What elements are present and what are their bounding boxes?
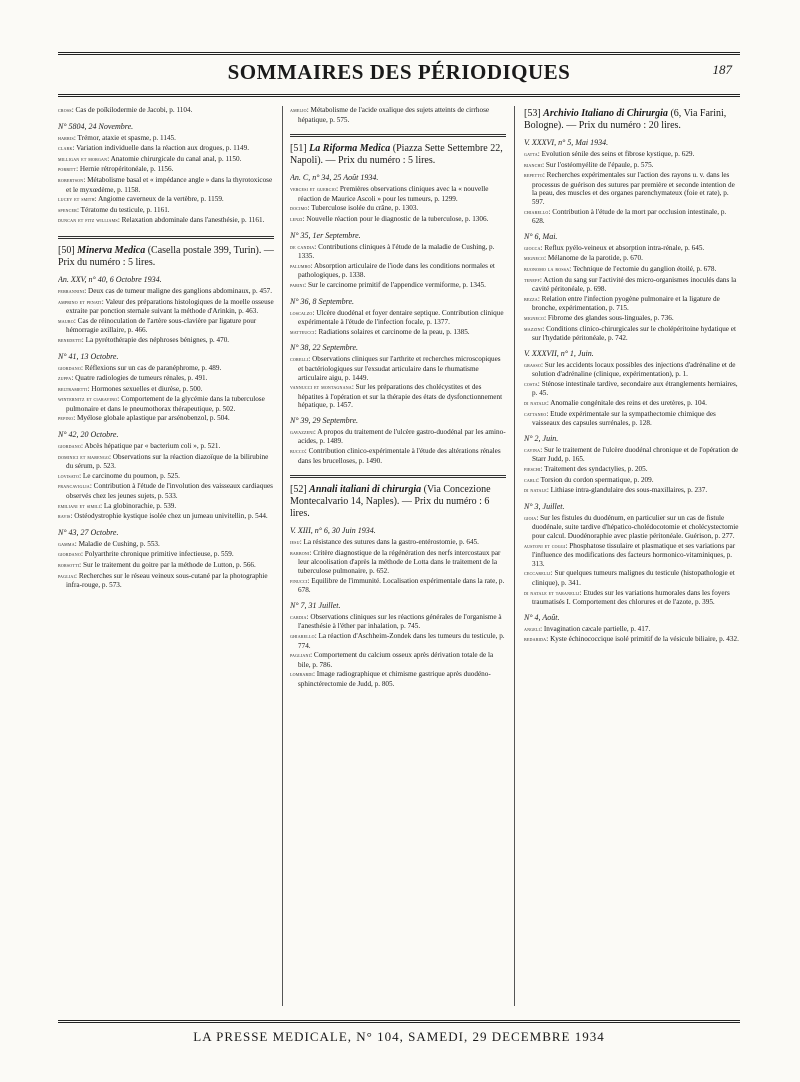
article-entry: [524, 465, 740, 475]
article-entry: [58, 374, 274, 384]
journal-number: [51]: [290, 143, 307, 155]
article-author: mazzini: [524, 325, 543, 333]
article-text: : Cas de réinoculation de l'artère sous-clavière par ligature pour hémorragie axillaire, p. 466.: [66, 316, 257, 335]
footer-text: LA PRESSE MEDICALE, N° 104, SAMEDI, 29 DECEMBRE 1934: [193, 1029, 605, 1044]
article-text: : Myélose globale aplastique par arsénobenzol, p. 504.: [73, 414, 230, 423]
article-text: : Invagination cæcale partielle, p. 417.: [540, 624, 651, 633]
article-text: : Valeur des préparations histologiques de la moelle osseuse extraite par ponction sternale suivant la méthode d'Arinkin, p. 463.: [66, 297, 274, 316]
article-entry: [58, 287, 274, 297]
article-entry: [58, 540, 274, 550]
article-text: : Abcès hépatique par « bacterium coli », p. 521.: [80, 442, 221, 451]
article-text: : Torsion du cordon spermatique, p. 209.: [537, 475, 654, 484]
issue-heading: N° 7, 31 Juillet.: [290, 600, 341, 610]
article-entry: [524, 446, 740, 464]
article-author: lovisato: [58, 472, 80, 480]
article-author: de candia: [290, 243, 315, 251]
article-text: : Maladie de Cushing, p. 553.: [74, 539, 160, 548]
journal-heading: [524, 108, 740, 132]
article-author: ferrannini: [58, 287, 85, 295]
issue-heading: An. XXV, n° 40, 6 Octobre 1934.: [58, 274, 162, 284]
article-entry: [58, 414, 274, 424]
article-author: bianchi: [524, 161, 543, 169]
article-text: : Nouvelle réaction pour le diagnostic de la tuberculose, p. 1306.: [302, 214, 489, 223]
article-text: : Image radiographique et chimisme gastrique après duodéno-sphinctérectomie de Judd, p. 805.: [298, 670, 491, 688]
article-author: spencer: [58, 206, 77, 214]
journal-number: [50]: [58, 244, 75, 256]
article-author: milligan et morgan: [58, 155, 108, 163]
article-text: : Absorption articulaire de l'iode dans les conditions normales et pathologiques, p. 1338.: [298, 261, 495, 280]
article-author: loscalzo: [290, 309, 313, 317]
article-author: zuppa: [58, 375, 72, 383]
article-author: bedarida: [524, 636, 547, 644]
article-entry: [290, 549, 506, 576]
article-author: giordano: [58, 551, 81, 559]
article-author: di natale et taranelli: [524, 589, 580, 597]
article-author: vercesi et guercio: [290, 186, 337, 194]
section-rule: [290, 475, 506, 478]
article-author: ghiarello: [290, 633, 315, 640]
article-entry: [58, 482, 274, 500]
article-text: : Sur l'ostéomyélite de l'épaule, p. 575.: [542, 160, 654, 169]
journal-name: La Riforma Medica: [309, 143, 391, 155]
article-author: mauro: [58, 317, 74, 325]
article-text: : Le carcinome du poumon, p. 525.: [79, 471, 180, 480]
article-author: austoni et coggi: [524, 542, 566, 550]
journal-name: Annali italiani di chirurgia: [309, 484, 422, 496]
article-author: pepino: [58, 415, 74, 423]
article-entry: [58, 502, 274, 512]
article-author: giocca: [524, 244, 541, 252]
article-author: benedetti: [58, 336, 82, 344]
article-author: ravis: [58, 513, 71, 521]
article-author: costa: [524, 380, 538, 388]
issue-heading: N° 35, 1er Septembre.: [290, 230, 361, 240]
page-number: 187: [712, 62, 732, 77]
article-text: : Phosphatose tissulaire et plasmatique et ses variations par l'influence des modifications des facteurs hormonico-vitaminiques, p. 313.: [532, 541, 736, 568]
article-author: pagliani: [290, 652, 311, 660]
article-author: emiliani et simili: [58, 502, 101, 510]
article-text: : Relation entre l'infection pyogène pulmonaire et la ligature de bronche, expérimentation, p. 715.: [532, 294, 720, 313]
article-text: : A propos du traitement de l'ulcère gastro-duodénal par les amino-acides, p. 1489.: [298, 427, 506, 446]
article-author: barboni: [290, 549, 310, 557]
page-header: [58, 60, 740, 92]
article-text: : Anatomie chirurgicale du canal anal, p. 1150.: [107, 154, 242, 163]
article-text: : Polyarthrite chronique primitive infectieuse, p. 559.: [80, 550, 234, 559]
article-entry: [290, 651, 506, 669]
article-entry: [524, 514, 740, 541]
article-text: : Kyste échinococcique isolé primitif de la vésicule biliaire, p. 432.: [546, 635, 739, 644]
article-entry: [58, 176, 274, 194]
section-rule: [58, 236, 274, 239]
article-author: iesu: [290, 539, 300, 547]
article-entry: [58, 165, 274, 175]
article-entry: [290, 577, 506, 595]
article-entry: [524, 314, 740, 324]
journal-heading: [290, 143, 506, 167]
article-entry: [524, 542, 740, 569]
article-author: cattaneo: [524, 410, 547, 418]
article-author: gioia: [524, 514, 537, 522]
article-entry: [524, 410, 740, 428]
article-text: : Quatre radiologies de tumeurs rénales, p. 491.: [71, 374, 208, 383]
article-entry: [58, 453, 274, 471]
article-author: pagliai: [58, 572, 76, 580]
article-text: : Variation individuelle dans la réaction aux drogues, p. 1149.: [72, 144, 250, 153]
article-text: : Réflexions sur un cas de paranéphrome, p. 489.: [80, 363, 222, 372]
article-author: gatta: [524, 151, 538, 158]
article-author: harris: [58, 134, 74, 142]
article-text: : Recherches sur le réseau veineux sous-cutané par la photographie infra-rouge, p. 573.: [66, 571, 268, 590]
issue-heading: N° 41, 13 Octobre.: [58, 351, 119, 361]
issue-heading: V. XIII, n° 6, 30 Juin 1934.: [290, 526, 376, 536]
article-text: : Tératome du testicule, p. 1161.: [76, 205, 170, 214]
article-text: : Traitement des syndactylies, p. 205.: [540, 465, 648, 474]
article-author: chiarello: [524, 208, 549, 216]
column-divider: [514, 106, 515, 1006]
journal-address: (Via Concezione Montecalvario 14, Naples). — Prix du numéro : 6 lires.: [290, 484, 491, 520]
article-author: francaviglia: [58, 483, 90, 491]
article-author: cavina: [524, 446, 541, 454]
article-entry: [58, 134, 274, 144]
article-author: palumbo: [290, 262, 311, 270]
article-author: corelli: [290, 356, 309, 364]
article-author: di natale: [524, 400, 547, 408]
article-entry: [524, 276, 740, 294]
article-text: : Contribution clinico-expérimentale à l'étude des altérations rénales dans les brucelloses, p. 1490.: [298, 447, 501, 465]
columns: [58, 106, 740, 1006]
article-text: : Recherches expérimentales sur l'action des rayons u. v. dans les processus de guérison des sutures par première et seconde intention de la peau, des muscles et des organes parenchymateux (foie et rate), p. 597.: [532, 171, 735, 206]
article-author: robertson: [58, 176, 84, 184]
article-text: : Observations cliniques sur les réactions générales de l'organisme à l'anesthésie à l'éther par inhalation, p. 745.: [298, 612, 502, 631]
article-author: grasso: [524, 361, 541, 369]
article-text: : Etudes sur les variations humorales dans les foyers traumatisés I. Comportement des chlorures et de l'azote, p. 395.: [532, 588, 730, 607]
article-entry: [290, 262, 506, 280]
section-rule: [290, 134, 506, 137]
article-entry: [290, 538, 506, 548]
article-author: giordano: [58, 443, 81, 451]
article-text: : La réaction d'Aschheim-Zondek dans les tumeurs du testicule, p. 774.: [298, 632, 505, 650]
article-author: beltrametti: [58, 385, 88, 393]
article-text: : Action du sang sur l'activité des micro-organismes inoculés dans la cavité péritonéale, p. 698.: [532, 275, 737, 294]
article-entry: [290, 383, 506, 410]
article-text: : Métabolisme basal et « impédance angle » dans la thyrotoxicose et le myxœdème, p. 1158.: [66, 175, 273, 194]
article-text: : Evolution sénile des seins et fibrose kystique, p. 629.: [537, 150, 695, 158]
column-1: [58, 106, 274, 1006]
journal-address: (6, Via Farini, Bologne). — Prix du numéro : 20 lires.: [524, 108, 727, 131]
article-author: dominici et marengo: [58, 453, 109, 461]
article-text: : Contributions cliniques à l'étude de la maladie de Cushing, p. 1335.: [298, 242, 495, 261]
issue-heading: An. C, n° 34, 25 Août 1934.: [290, 173, 379, 183]
article-entry: [58, 144, 274, 154]
article-text: : Métabolisme de l'acide oxalique des sujets atteints de cirrhose hépatique, p. 575.: [298, 106, 490, 124]
issue-heading: N° 5804, 24 Novembre.: [58, 121, 134, 131]
article-entry: [58, 298, 274, 316]
article-text: : Observations sur la réaction diazoïque de la bilirubine du sérum, p. 523.: [66, 452, 269, 471]
page: [58, 38, 740, 1058]
article-entry: [524, 208, 740, 226]
article-author: buonomo la rossa: [524, 265, 570, 273]
article-text: : Sur les accidents locaux possibles des injections d'adrénaline et de solution d'adrénaline (clinique, expérimentation), p. 1.: [532, 360, 736, 379]
article-text: : Radiations solaires et carcinome de la peau, p. 1385.: [314, 327, 470, 336]
article-text: : La résistance des sutures dans la gastro-entérostomie, p. 645.: [299, 538, 479, 547]
article-author: cardia: [290, 613, 307, 621]
article-author: finucci: [290, 577, 308, 585]
article-author: lucey et smith: [58, 196, 95, 204]
column-divider: [282, 106, 283, 1006]
column-3: [524, 106, 740, 1006]
article-author: porritt: [58, 166, 77, 174]
article-entry: [524, 589, 740, 607]
article-text: : Contribution à l'étude de la mort par occlusion intestinale, p. 628.: [532, 207, 727, 226]
article-text: : Mélanome de la parotide, p. 670.: [544, 254, 643, 263]
article-author: bezza: [524, 295, 538, 303]
article-text: : Anomalie congénitale des reins et des uretères, p. 104.: [546, 399, 707, 408]
article-entry: [290, 309, 506, 327]
article-entry: [524, 325, 740, 343]
journal-name: Archivio Italiano di Chirurgia: [543, 108, 668, 119]
article-text: : Angiome caverneux de la vertèbre, p. 1159.: [94, 195, 224, 204]
article-entry: [58, 216, 274, 226]
issue-heading: V. XXXVI, n° 5, Mai 1934.: [524, 138, 609, 147]
article-author: ceccarelli: [524, 570, 551, 578]
article-entry: [290, 632, 506, 650]
article-entry: [524, 295, 740, 313]
article-text: : Conditions clinico-chirurgicales sur le cholépéritoine hydatique et sur l'hydatide péritonéale, p. 742.: [532, 324, 736, 343]
article-author: migneco: [524, 255, 545, 263]
article-text: : Critère diagnostique de la régénération des nerfs intercostaux par leur alcoolisation d'après la méthode de Lotta dans le traitement de la tuberculose pulmonaire, p. 652.: [298, 548, 501, 576]
journal-heading: [290, 484, 506, 520]
article-entry: [524, 569, 740, 587]
article-entry: [524, 254, 740, 264]
article-entry: [290, 355, 506, 382]
article-text: : Tuberculose isolée du crâne, p. 1303.: [307, 204, 419, 213]
article-entry: [290, 185, 506, 203]
article-author: lombardi: [290, 671, 313, 679]
article-entry: [58, 336, 274, 346]
article-author: gavazzeni: [290, 428, 314, 436]
article-entry: [290, 328, 506, 338]
article-author: fieschi: [524, 466, 541, 474]
article-author: clark: [58, 145, 73, 153]
journal-address: (Casella postale 399, Turin). — Prix du numéro : 5 lires.: [58, 244, 274, 268]
article-author: duncan et fitz williams: [58, 217, 118, 225]
article-author: repetto: [524, 172, 543, 180]
footer-rule: [58, 1020, 740, 1023]
article-text: : Sur le traitement du goitre par la méthode de Lutton, p. 566.: [79, 561, 256, 569]
page-title: SOMMAIRES DES PÉRIODIQUES: [227, 60, 571, 84]
issue-heading: N° 38, 22 Septembre.: [290, 343, 359, 353]
article-entry: [524, 399, 740, 409]
article-text: : Reflux pyélo-veineux et absorption intra-rénale, p. 645.: [540, 243, 705, 252]
header-rule: [58, 94, 740, 97]
article-entry: [58, 155, 274, 165]
article-text: : Sur le traitement de l'ulcère duodénal chronique et de l'opération de Starr Judd, p. 165.: [532, 445, 739, 464]
article-entry: [290, 106, 506, 124]
article-text: : Hernie rétropéritonéale, p. 1156.: [76, 165, 174, 174]
article-text: : Technique de l'ectomie du ganglion étoilé, p. 678.: [569, 264, 717, 273]
article-author: migneco: [524, 314, 545, 322]
article-text: : Sur quelques tumeurs malignes du testicule (histopathologie et clinique), p. 341.: [532, 569, 735, 587]
top-rule: [58, 52, 740, 55]
article-text: : La pyrétothérapie des néphroses bénignes, p. 470.: [81, 335, 230, 344]
journal-number: [53]: [524, 108, 541, 119]
article-author: matteucci: [290, 328, 315, 336]
article-text: : Ostéodystrophie kystique isolée chez un jumeau univitellin, p. 544.: [70, 512, 268, 521]
article-entry: [58, 550, 274, 560]
article-entry: [290, 670, 506, 688]
article-author: gamma: [58, 540, 75, 548]
article-text: : Fibrome des glandes sous-linguales, p. 736.: [544, 313, 674, 322]
article-author: di natale: [524, 487, 547, 495]
article-author: angeli: [524, 625, 541, 633]
article-entry: [58, 442, 274, 452]
article-author: docimo: [290, 205, 308, 213]
article-entry: [58, 572, 274, 590]
column-2: [290, 106, 506, 1006]
article-text: : Trémor, ataxie et spasme, p. 1145.: [73, 133, 176, 142]
issue-heading: N° 43, 27 Octobre.: [58, 527, 119, 537]
article-text: : Deux cas de tumeur maligne des ganglions abdominaux, p. 457.: [84, 286, 273, 295]
article-entry: [58, 317, 274, 335]
article-author: carli: [524, 476, 537, 484]
article-author: lenzi: [290, 215, 303, 223]
article-text: : Ulcère duodénal et foyer dentaire septique. Contribution clinique expérimentale à l'étude de l'infection focale, p. 1377.: [298, 308, 504, 327]
article-author: giordano: [58, 364, 81, 372]
issue-heading: N° 3, Juillet.: [524, 501, 565, 511]
article-entry: [524, 150, 740, 160]
issue-heading: N° 6, Mai.: [524, 231, 558, 241]
journal-heading: [58, 245, 274, 269]
issue-heading: V. XXXVII, n° 1, Juin.: [524, 348, 594, 358]
article-entry: [524, 380, 740, 398]
article-text: : Sur le carcinome primitif de l'appendice vermiforme, p. 1345.: [304, 280, 486, 289]
article-text: : Comportement du calcium osseux après dérivation totale de la bile, p. 786.: [298, 651, 494, 669]
article-text: : La globinorachie, p. 539.: [100, 501, 177, 510]
article-text: : Cas de poïkilodermie de Jacobi, p. 1104.: [71, 106, 193, 114]
journal-address: (Piazza Sette Settembre 22, Napoli). — Prix du numéro : 5 lires.: [290, 143, 503, 167]
article-entry: [290, 243, 506, 261]
journal-number: [52]: [290, 484, 307, 496]
article-entry: [524, 486, 740, 496]
article-author: cross: [58, 107, 72, 114]
article-text: : Comportement de la glycémie dans la tuberculose pulmonaire et dans le pneumothorax thérapeutique, p. 502.: [66, 395, 265, 413]
page-footer: [58, 1020, 740, 1054]
article-author: bucco: [290, 448, 305, 456]
article-text: : Etude expérimentale sur la sympathectomie chimique des vaisseaux des capsules surrénales, p. 128.: [532, 409, 716, 428]
article-author: vannucci et montagnana: [290, 384, 352, 392]
article-text: : Relaxation abdominale dans l'anesthésie, p. 1161.: [117, 216, 265, 225]
article-entry: [524, 635, 740, 645]
issue-heading: N° 42, 20 Octobre.: [58, 430, 119, 440]
journal-name: Minerva Medica: [77, 244, 146, 256]
article-author: borsotti: [58, 562, 80, 569]
article-entry: [58, 561, 274, 571]
article-author: amelio: [290, 107, 307, 114]
article-entry: [524, 361, 740, 379]
article-text: : Hormones sexuelles et diurèse, p. 500.: [87, 384, 203, 393]
article-entry: [524, 161, 740, 171]
article-entry: [290, 204, 506, 214]
article-entry: [290, 613, 506, 631]
article-author: amprino et penati: [58, 298, 102, 306]
article-entry: [58, 395, 274, 413]
article-author: teneff: [524, 276, 540, 284]
article-entry: [58, 206, 274, 216]
article-entry: [290, 447, 506, 465]
issue-heading: N° 39, 29 Septembre.: [290, 415, 359, 425]
article-entry: [58, 195, 274, 205]
article-text: : Observations cliniques sur l'arthrite et recherches microscopiques et bactériologiques sur l'exsudat articulaire dans le rhumatisme articulaire aigu, p. 1449.: [298, 355, 501, 382]
article-author: winternitz et ciaravino: [58, 396, 118, 404]
article-entry: [58, 472, 274, 482]
article-entry: [524, 171, 740, 206]
article-entry: [524, 625, 740, 635]
article-author: parini: [290, 281, 305, 289]
article-text: : Contribution à l'étude de l'involution des vaisseaux cardiaques observés chez les jeunes sujets, p. 533.: [66, 482, 273, 501]
issue-heading: N° 4, Août.: [524, 612, 560, 622]
article-entry: [58, 364, 274, 374]
article-text: : Equilibre de l'immunité. Localisation expérimentale dans la rate, p. 678.: [298, 576, 505, 595]
article-entry: [58, 106, 274, 116]
article-entry: [290, 215, 506, 225]
article-entry: [524, 265, 740, 275]
issue-heading: N° 36, 8 Septembre.: [290, 296, 355, 306]
article-text: : Sur les fistules du duodénum, en particulier sur un cas de fistule duodénale, suite tardive d'hépatico-cholédocotomie et cholécystectomie pour calcul. Duodénoraphie avec plastie péritonéale. Guérison, p. 277.: [532, 513, 739, 540]
article-text: : Lithiase intra-glandulaire des sous-maxillaires, p. 237.: [546, 486, 708, 495]
article-text: : Sur les préparations des cholécystites et des hépatites à l'opération et sur la thérapie des états de dysfonctionnement hépatique, p. 1457.: [298, 383, 503, 410]
article-entry: [524, 244, 740, 254]
article-entry: [58, 385, 274, 395]
issue-heading: N° 2, Juin.: [524, 433, 559, 443]
article-entry: [58, 512, 274, 522]
article-text: : Premières observations cliniques avec la « nouvelle réaction de Maurice Ascoli » pour les tumeurs, p. 1299.: [298, 185, 489, 203]
article-entry: [290, 428, 506, 446]
article-entry: [524, 476, 740, 486]
article-text: : Sténose intestinale tardive, secondaire aux étranglements herniaires, p. 45.: [532, 379, 738, 398]
article-entry: [290, 281, 506, 291]
